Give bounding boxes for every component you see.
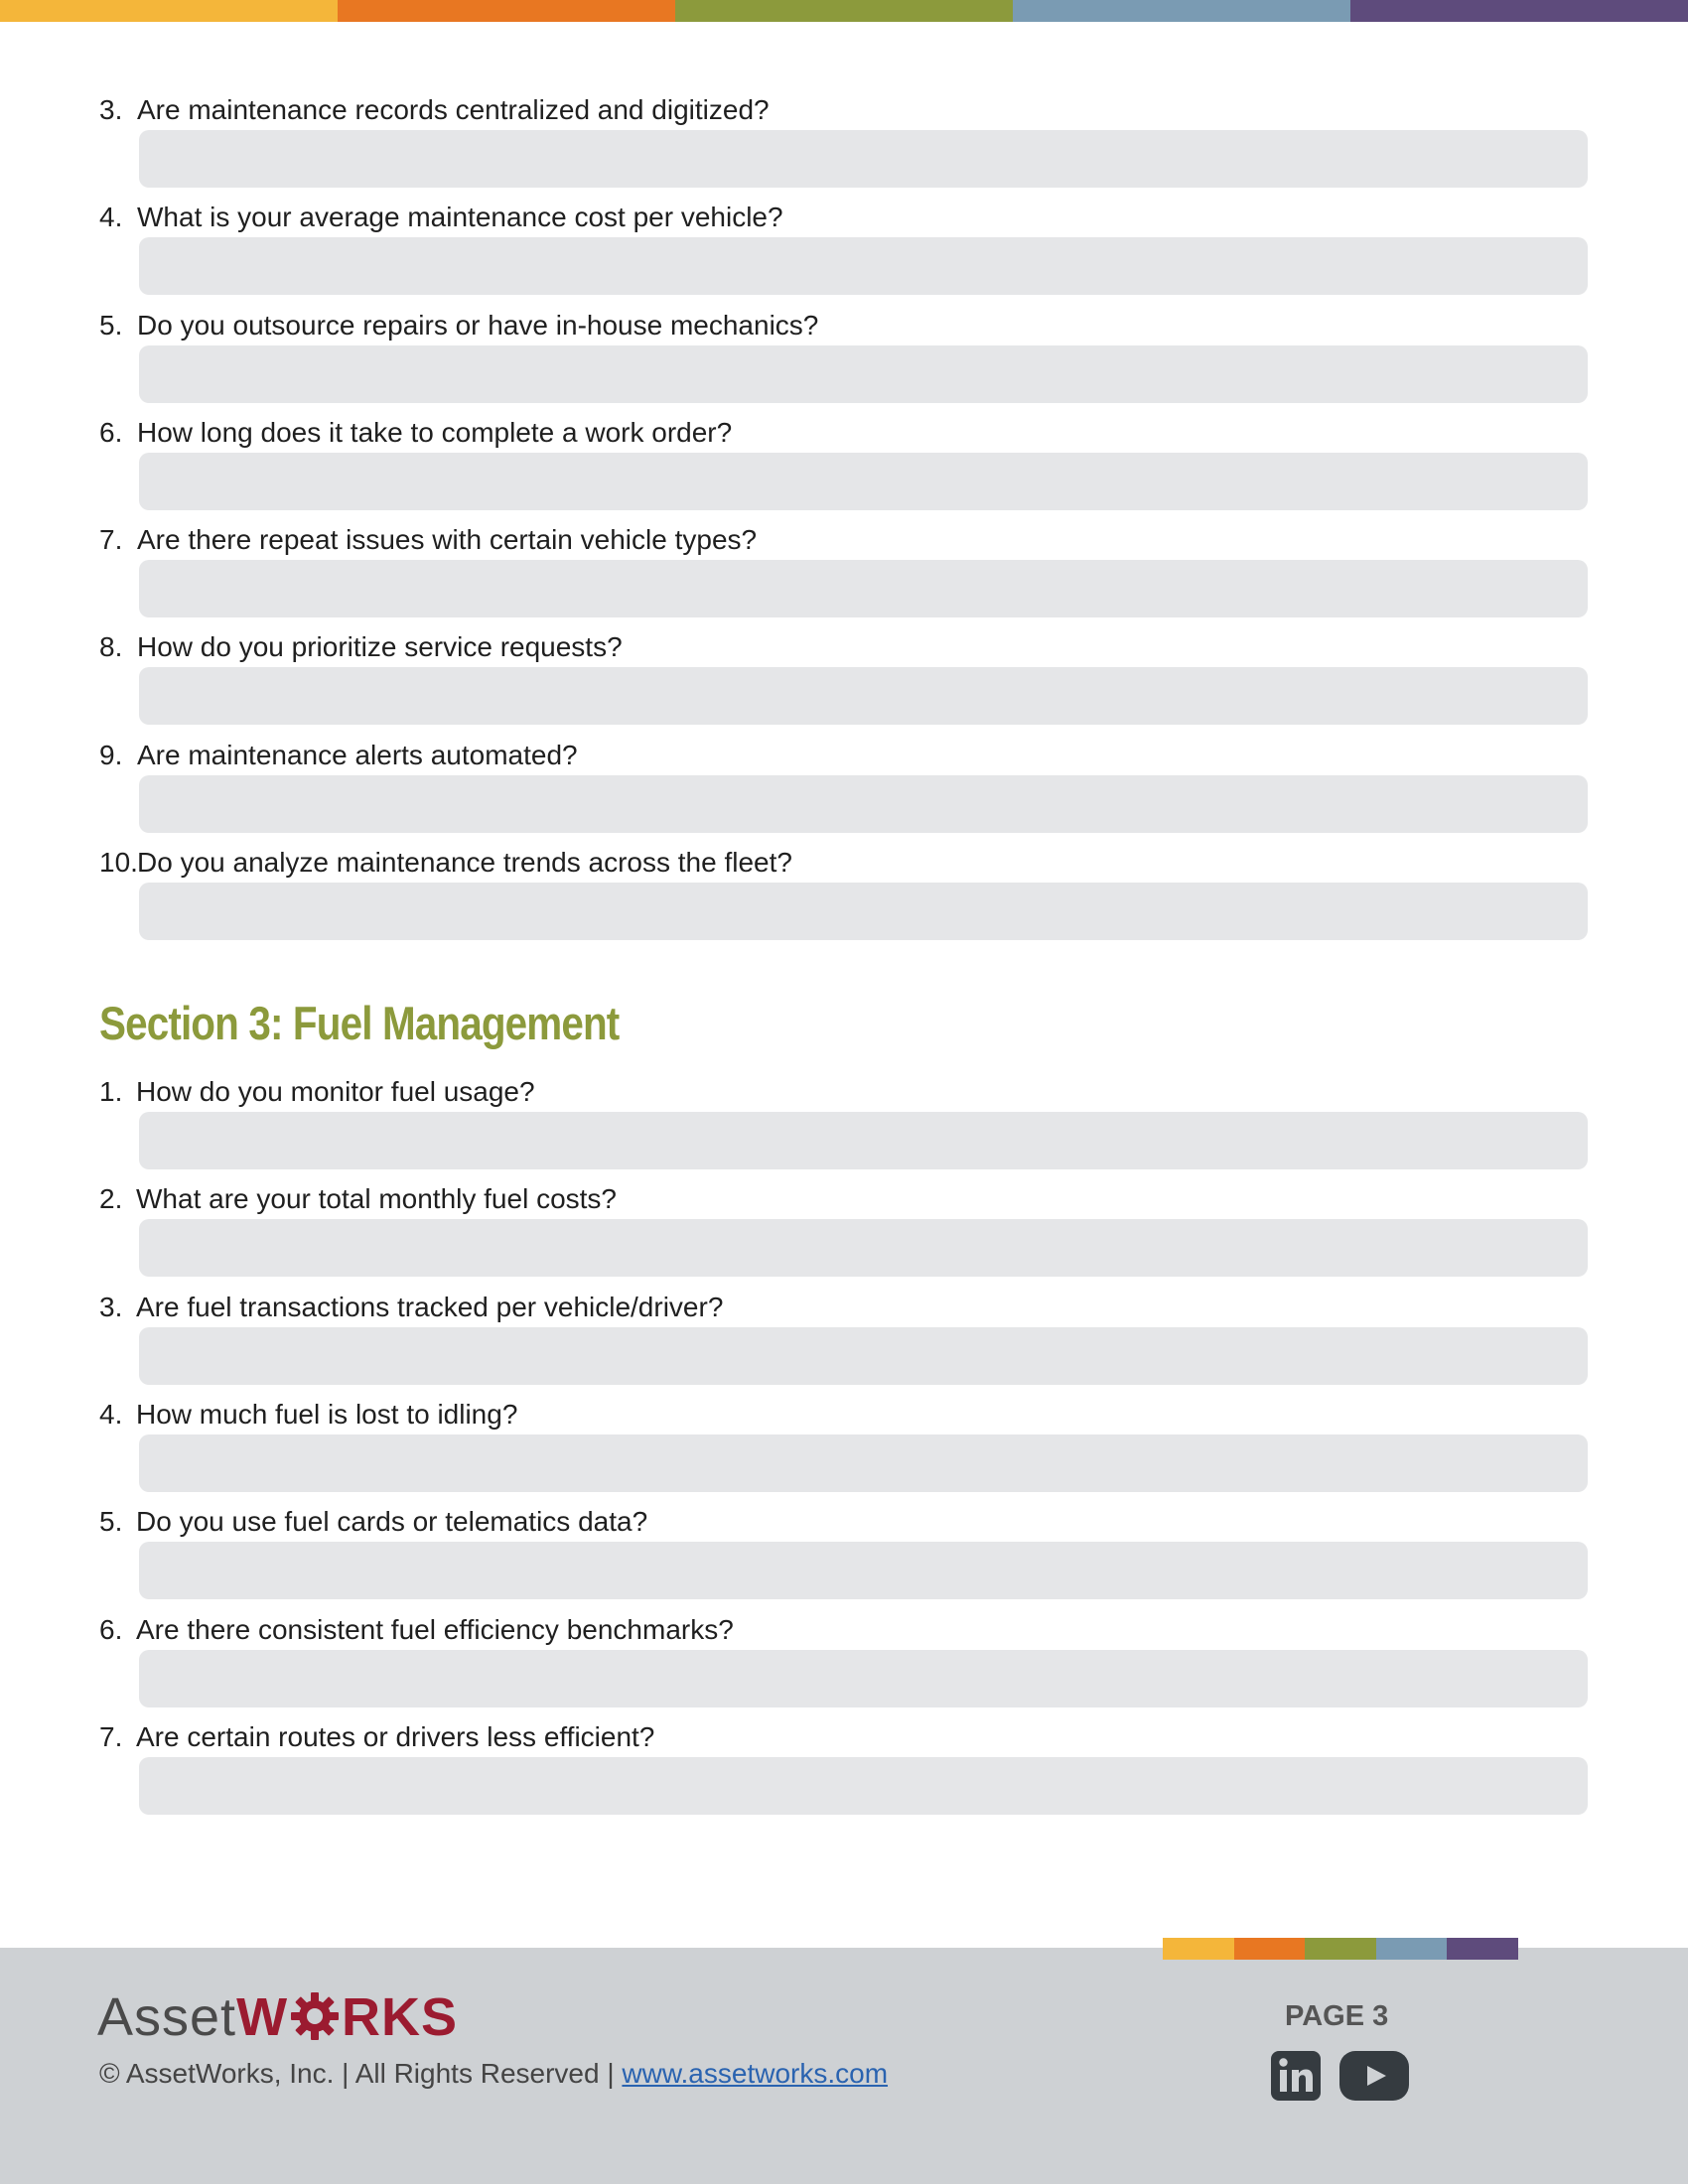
website-link[interactable]: www.assetworks.com [622,2058,889,2089]
question-text: How do you monitor fuel usage? [136,1076,535,1107]
question-number: 10. [99,847,138,878]
question-number: 3. [99,1292,123,1322]
question-item [0,93,1688,201]
youtube-icon[interactable] [1339,2051,1409,2101]
question-item [0,309,1688,416]
linkedin-icon[interactable] [1271,2051,1321,2101]
question-item [0,1182,1688,1290]
footer-color-stripe [1163,1938,1518,1960]
question-text: Do you use fuel cards or telematics data? [136,1506,648,1537]
question-item [0,1720,1688,1828]
answer-field[interactable] [139,453,1588,510]
question-text: Are maintenance records centralized and digitized? [137,94,770,125]
question-text: How much fuel is lost to idling? [136,1399,518,1430]
answer-field[interactable] [139,237,1588,295]
question-number: 2. [99,1183,123,1214]
question-text: Are there repeat issues with certain vehicle types? [137,524,758,555]
logo-text-asset: Asset [97,1987,237,2047]
stripe-blue [1013,0,1350,22]
question-item [0,739,1688,846]
question-number: 6. [99,1614,123,1645]
question-number: 4. [99,202,123,232]
answer-field[interactable] [139,1542,1588,1599]
stripe-olive [675,0,1013,22]
question-text: What is your average maintenance cost per vehicle? [137,202,783,232]
section-3-title: Section 3: Fuel Management [99,997,620,1049]
question-item [0,1505,1688,1612]
question-text: How do you prioritize service requests? [137,631,623,662]
stripe-purple [1350,0,1688,22]
question-text: How long does it take to complete a work order? [137,417,733,448]
question-item [0,416,1688,523]
question-number: 5. [99,1506,123,1537]
answer-field[interactable] [139,1757,1588,1815]
stripe-orange [1234,1938,1306,1960]
answer-field[interactable] [139,130,1588,188]
question-item [0,1398,1688,1505]
question-number: 9. [99,740,123,770]
question-text: What are your total monthly fuel costs? [136,1183,617,1214]
answer-field[interactable] [139,1434,1588,1492]
answer-field[interactable] [139,1112,1588,1169]
question-item [0,1291,1688,1398]
stripe-orange [338,0,675,22]
question-text: Are certain routes or drivers less efficient? [136,1721,655,1752]
stripe-yellow [0,0,338,22]
question-number: 1. [99,1076,123,1107]
question-number: 7. [99,1721,123,1752]
question-item [0,1075,1688,1182]
answer-field[interactable] [139,1650,1588,1707]
gear-icon [290,1991,340,2041]
stripe-blue [1376,1938,1448,1960]
answer-field[interactable] [139,345,1588,403]
question-number: 8. [99,631,123,662]
top-color-stripe [0,0,1688,22]
answer-field[interactable] [139,667,1588,725]
question-item [0,846,1688,953]
question-item [0,523,1688,630]
stripe-purple [1447,1938,1518,1960]
copyright-line [99,2057,888,2091]
stripe-yellow [1163,1938,1234,1960]
assetworks-logo [97,1985,458,2049]
logo-text-w: W [236,1987,289,2047]
question-text: Are fuel transactions tracked per vehicle/driver? [136,1292,724,1322]
question-item [0,1613,1688,1720]
answer-field[interactable] [139,1327,1588,1385]
stripe-olive [1305,1938,1376,1960]
copyright-text: © AssetWorks, Inc. | All Rights Reserved | [99,2058,615,2089]
question-number: 7. [99,524,123,555]
question-number: 6. [99,417,123,448]
question-item [0,201,1688,308]
question-number: 5. [99,310,123,341]
question-number: 4. [99,1399,123,1430]
question-text: Are maintenance alerts automated? [137,740,578,770]
answer-field[interactable] [139,560,1588,617]
question-number: 3. [99,94,123,125]
answer-field[interactable] [139,1219,1588,1277]
question-text: Do you outsource repairs or have in-house mechanics? [137,310,819,341]
question-text: Are there consistent fuel efficiency benchmarks? [136,1614,734,1645]
page-number: PAGE 3 [1285,2000,1389,2032]
answer-field[interactable] [139,775,1588,833]
answer-field[interactable] [139,883,1588,940]
question-text: Do you analyze maintenance trends across the fleet? [137,847,792,878]
logo-text-rks: RKS [342,1987,459,2047]
question-item [0,630,1688,738]
